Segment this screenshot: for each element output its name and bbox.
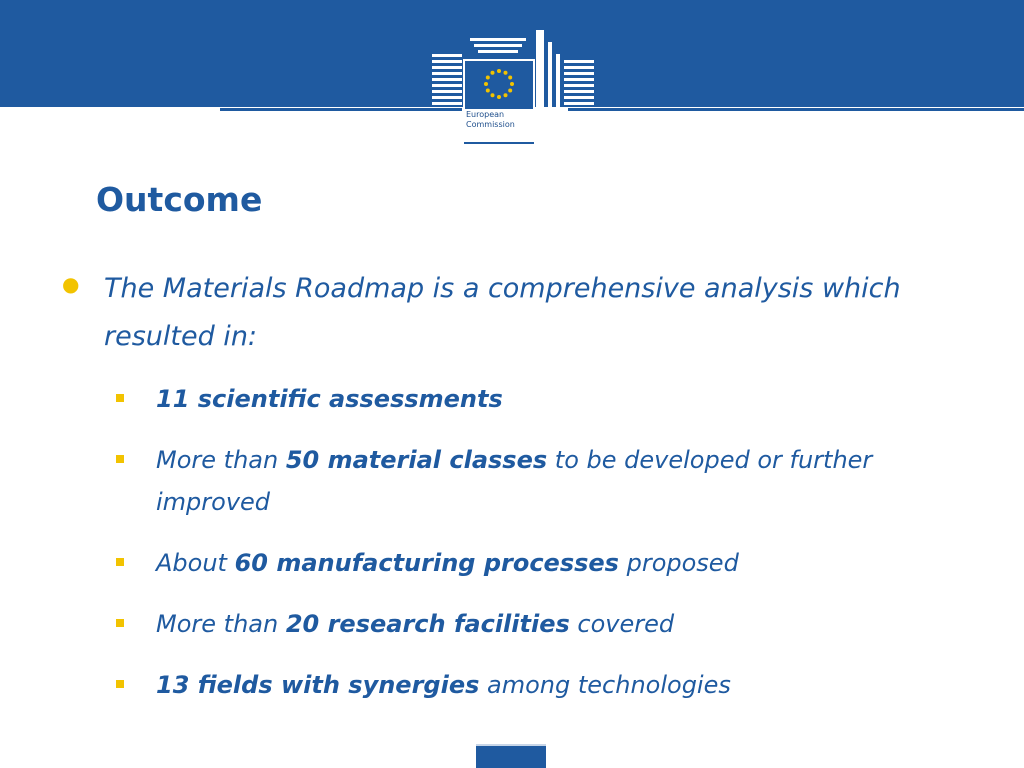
item-text: to be developed or further improved (156, 446, 873, 516)
item-text: More than (156, 446, 286, 474)
bullet-dot-icon: ● (62, 272, 80, 296)
sub-bullet-item (112, 378, 932, 420)
square-bullet-icon (116, 394, 124, 402)
item-text: proposed (618, 549, 739, 577)
item-highlight: 60 manufacturing processes (234, 549, 619, 577)
main-bullet-text: The Materials Roadmap is a comprehensive analysis which resulted in: (104, 273, 901, 352)
item-text: More than (156, 610, 286, 638)
sub-bullet-item (112, 664, 932, 706)
item-highlight: 11 scientific assessments (156, 385, 503, 413)
item-text: among technologies (479, 671, 731, 699)
square-bullet-icon (116, 455, 124, 463)
slide-title: Outcome (96, 180, 263, 219)
main-bullet (58, 265, 958, 361)
sub-bullet-list (112, 378, 932, 725)
item-highlight: 20 research facilities (285, 610, 570, 638)
item-text: covered (569, 610, 675, 638)
header-rule (220, 108, 1024, 111)
eu-flag-icon (476, 744, 546, 768)
sub-bullet-item (112, 542, 932, 584)
sub-bullet-item (112, 603, 932, 645)
item-highlight: 13 fields with synergies (156, 671, 480, 699)
item-highlight: 50 material classes (285, 446, 548, 474)
item-text: About (156, 549, 235, 577)
logo-caption-line: Commission (466, 120, 515, 129)
square-bullet-icon (116, 619, 124, 627)
sub-bullet-item (112, 439, 932, 523)
logo-caption-line: European (466, 110, 505, 119)
square-bullet-icon (116, 558, 124, 566)
square-bullet-icon (116, 680, 124, 688)
logo-caption (466, 110, 532, 130)
